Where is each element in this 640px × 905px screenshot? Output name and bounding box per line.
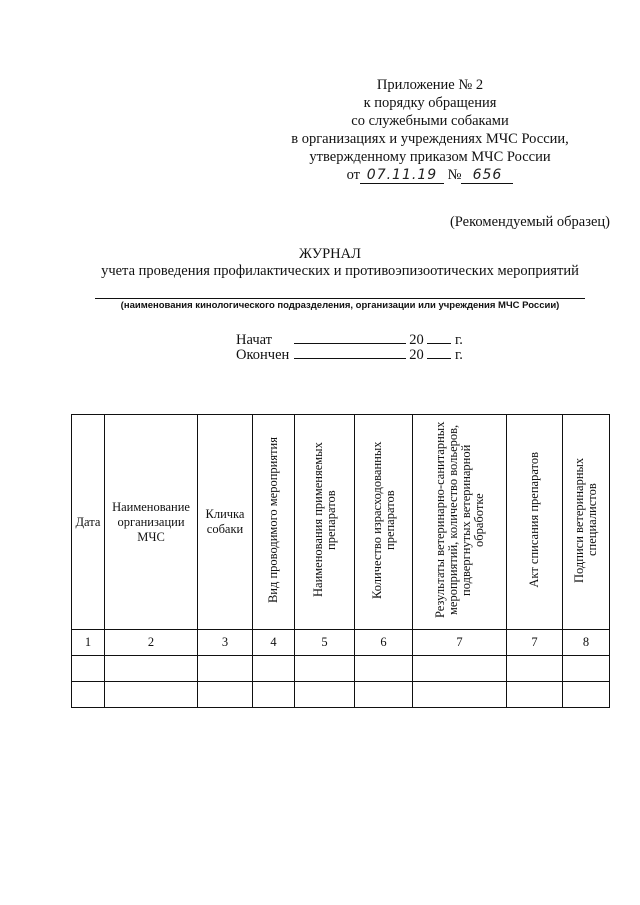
table-cell xyxy=(253,682,295,708)
table-cell xyxy=(198,682,253,708)
table-cell xyxy=(355,682,413,708)
end-label: Окончен xyxy=(236,347,290,363)
journal-subtitle: учета проведения профилактических и противоэпизоотических мероприятий xyxy=(101,263,579,279)
appendix-title: Приложение № 2 xyxy=(376,77,484,93)
header-dog-name: Кличка собаки xyxy=(198,415,253,630)
appendix-line-4: в организациях и учреждениях МЧС России, xyxy=(291,131,569,147)
table-cell xyxy=(563,682,610,708)
column-number: 4 xyxy=(253,630,295,656)
table-cell xyxy=(563,656,610,682)
end-date-blank xyxy=(294,346,406,359)
journal-table xyxy=(71,414,610,708)
column-number: 2 xyxy=(105,630,198,656)
table-header-row xyxy=(72,415,610,630)
organization-name-line xyxy=(95,298,585,299)
header-signatures: Подписи ветеринарных специалистов xyxy=(563,415,610,630)
start-label: Начат xyxy=(236,332,273,348)
table-cell xyxy=(413,656,507,682)
column-number: 6 xyxy=(355,630,413,656)
table-cell xyxy=(295,656,355,682)
header-drug-names: Наименования применяемых препаратов xyxy=(295,415,355,630)
decree-date-number xyxy=(250,166,610,184)
column-number: 7 xyxy=(413,630,507,656)
start-year-blank xyxy=(427,331,451,344)
handwritten-date: 07.11.19 xyxy=(360,168,444,184)
end-year-suffix: г. xyxy=(455,347,463,363)
table-cell xyxy=(295,682,355,708)
table-number-row xyxy=(72,630,610,656)
table-cell xyxy=(105,656,198,682)
column-number: 3 xyxy=(198,630,253,656)
table-cell xyxy=(72,682,105,708)
table-row xyxy=(72,682,610,708)
start-year-prefix: 20 xyxy=(409,332,424,348)
recommended-sample-label: (Рекомендуемый образец) xyxy=(449,214,610,230)
organization-caption: (наименования кинологического подразделения, организации или учреждения МЧС России) xyxy=(120,300,560,311)
header-event-type: Вид проводимого мероприятия xyxy=(253,415,295,630)
column-number: 5 xyxy=(295,630,355,656)
header-date: Дата xyxy=(72,415,105,630)
column-number: 1 xyxy=(72,630,105,656)
table-cell xyxy=(72,656,105,682)
table-cell xyxy=(507,656,563,682)
table-cell xyxy=(198,656,253,682)
end-date-row xyxy=(236,346,463,364)
header-write-off-act: Акт списания препаратов xyxy=(507,415,563,630)
table-cell xyxy=(105,682,198,708)
table-row xyxy=(72,656,610,682)
number-label: № xyxy=(447,167,462,183)
start-date-blank xyxy=(294,331,406,344)
from-label: от xyxy=(346,167,360,183)
start-year-suffix: г. xyxy=(455,332,463,348)
journal-title: ЖУРНАЛ xyxy=(299,246,361,262)
header-results: Результаты ветеринарно-санитарных мероприятий, количество вольеров, подвергнутых ветеринарной обработке xyxy=(413,415,507,630)
table-cell xyxy=(413,682,507,708)
end-year-prefix: 20 xyxy=(409,347,424,363)
handwritten-number: 656 xyxy=(461,168,513,184)
table-cell xyxy=(355,656,413,682)
appendix-line-3: со служебными собаками xyxy=(351,113,509,129)
column-number: 7 xyxy=(507,630,563,656)
table-cell xyxy=(507,682,563,708)
appendix-line-5: утвержденному приказом МЧС России xyxy=(309,149,551,165)
end-year-blank xyxy=(427,346,451,359)
appendix-line-2: к порядку обращения xyxy=(363,95,497,111)
header-drug-quantity: Количество израсходованных препаратов xyxy=(355,415,413,630)
column-number: 8 xyxy=(563,630,610,656)
header-organization: Наименование организации МЧС xyxy=(105,415,198,630)
appendix-block xyxy=(250,76,610,184)
table-cell xyxy=(253,656,295,682)
